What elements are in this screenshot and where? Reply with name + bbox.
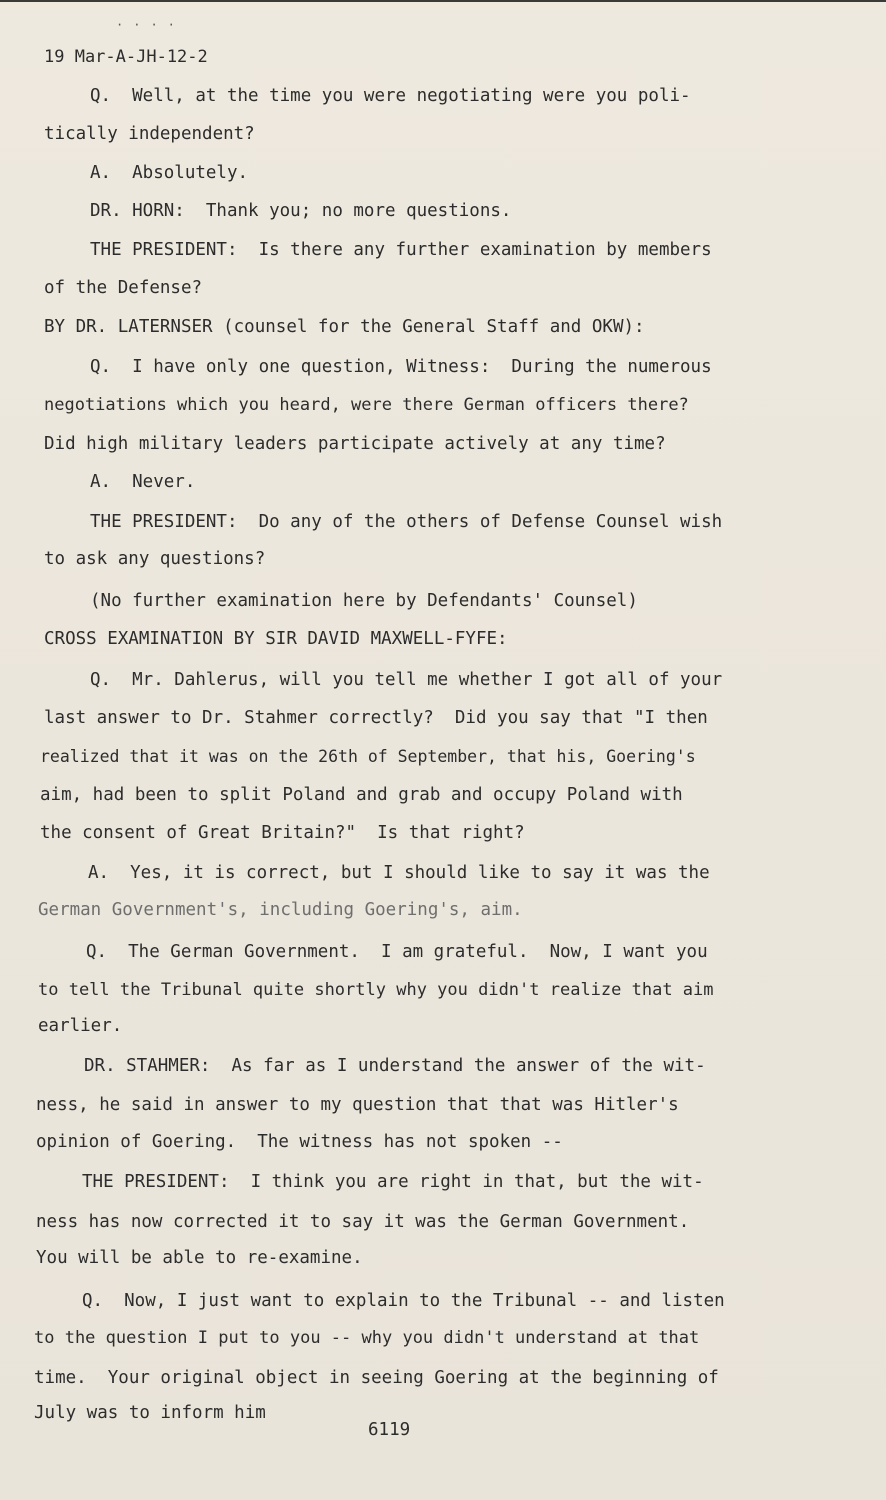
text-line-15: CROSS EXAMINATION BY SIR DAVID MAXWELL-FYFE: bbox=[44, 629, 508, 649]
text-line-3: A. Absolutely. bbox=[90, 163, 249, 183]
text-line-4: DR. HORN: Thank you; no more questions. bbox=[90, 201, 512, 221]
header-code: 19 Mar-A-JH-12-2 bbox=[44, 47, 208, 67]
text-line-9: negotiations which you heard, were there German officers there? bbox=[44, 395, 689, 415]
text-line-5: THE PRESIDENT: Is there any further examination by members bbox=[90, 240, 712, 260]
text-line-28: opinion of Goering. The witness has not spoken -- bbox=[36, 1132, 563, 1152]
text-line-29: THE PRESIDENT: I think you are right in that, but the wit- bbox=[82, 1172, 704, 1192]
text-line-31: You will be able to re-examine. bbox=[36, 1248, 363, 1268]
text-line-8: Q. I have only one question, Witness: During the numerous bbox=[90, 357, 712, 377]
text-line-22: German Government's, including Goering's, aim. bbox=[38, 900, 523, 920]
text-line-26: DR. STAHMER: As far as I understand the answer of the wit- bbox=[84, 1056, 706, 1076]
text-line-11: A. Never. bbox=[90, 472, 196, 492]
text-line-18: realized that it was on the 26th of September, that his, Goering's bbox=[40, 747, 696, 766]
text-line-27: ness, he said in answer to my question that that was Hitler's bbox=[36, 1095, 679, 1115]
text-line-25: earlier. bbox=[38, 1016, 123, 1036]
text-line-17: last answer to Dr. Stahmer correctly? Did you say that "I then bbox=[44, 708, 708, 728]
text-line-21: A. Yes, it is correct, but I should like to say it was the bbox=[88, 863, 710, 883]
page-top-edge bbox=[0, 0, 886, 2]
text-line-13: to ask any questions? bbox=[44, 549, 266, 569]
text-line-24: to tell the Tribunal quite shortly why you didn't realize that aim bbox=[38, 980, 714, 1000]
text-line-14: (No further examination here by Defendants' Counsel) bbox=[90, 591, 638, 611]
text-line-19: aim, had been to split Poland and grab and occupy Poland with bbox=[40, 785, 683, 805]
text-line-20: the consent of Great Britain?" Is that right? bbox=[40, 823, 525, 843]
text-line-23: Q. The German Government. I am grateful. Now, I want you bbox=[86, 942, 708, 962]
text-line-35: July was to inform him bbox=[34, 1403, 266, 1423]
punch-marks: ···· bbox=[116, 18, 185, 32]
text-line-32: Q. Now, I just want to explain to the Tribunal -- and listen bbox=[82, 1291, 725, 1311]
text-line-12: THE PRESIDENT: Do any of the others of Defense Counsel wish bbox=[90, 512, 723, 532]
text-line-2: tically independent? bbox=[44, 124, 255, 144]
text-line-10: Did high military leaders participate actively at any time? bbox=[44, 434, 666, 454]
text-line-30: ness has now corrected it to say it was the German Government. bbox=[36, 1212, 690, 1232]
text-line-33: to the question I put to you -- why you didn't understand at that bbox=[34, 1328, 700, 1348]
text-line-34: time. Your original object in seeing Goering at the beginning of bbox=[34, 1368, 719, 1388]
page-number: 6119 bbox=[368, 1420, 411, 1440]
text-line-7: BY DR. LATERNSER (counsel for the General Staff and OKW): bbox=[44, 317, 645, 337]
text-line-6: of the Defense? bbox=[44, 278, 203, 298]
text-line-16: Q. Mr. Dahlerus, will you tell me whether I got all of your bbox=[90, 670, 723, 690]
text-line-1: Q. Well, at the time you were negotiating were you poli- bbox=[90, 86, 691, 106]
